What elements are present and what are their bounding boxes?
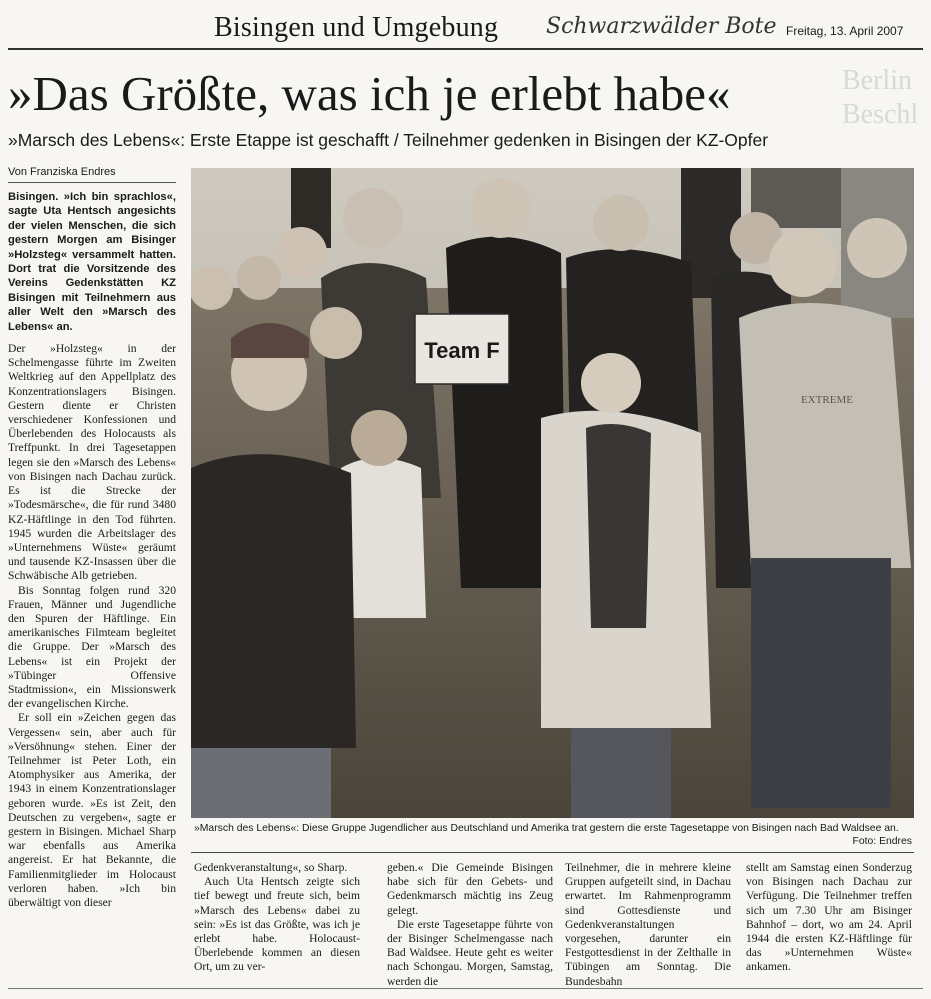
byline: Von Franziska Endres	[8, 166, 116, 178]
lead-paragraph: Bisingen. »Ich bin sprachlos«, sagte Uta Hentsch angesichts der vielen Menschen, die sich gestern Morgen am Bisinger »Holzsteg« versammelt hatten. Dort trat die Vorsitzende des Vereins Gedenkstätten KZ Bisingen mit Teilnehmern aus aller Welt den »Marsch des Lebens« an.	[8, 191, 176, 333]
header-rule	[8, 48, 923, 50]
sign-text: Team F	[424, 338, 500, 363]
caption-text: »Marsch des Lebens«: Diese Gruppe Jugendlicher aus Deutschland und Amerika trat gestern die erste Tagesetappe von Bisingen nach Bad Waldsee an.	[194, 823, 899, 834]
person-striped-sweater	[739, 303, 911, 568]
person-head	[237, 256, 281, 300]
body-paragraph: stellt am Samstag einen Sonderzug von Bisingen nach Dachau zur Verfügung. Die Teilnehmer treffen sich um 7.30 Uhr am Bisinger Bahnhof – dort, wo am 24. April 1944 die ersten KZ-Häftlinge für das »Unternehmen Wüste« ankamen.	[746, 861, 912, 974]
newspaper-brand-signature: Schwarzwälder Bote	[546, 14, 777, 39]
photo-caption	[194, 822, 912, 848]
caption-rule	[191, 852, 914, 853]
person-head	[275, 227, 327, 279]
person-head	[581, 353, 641, 413]
person-jeans	[191, 748, 331, 818]
person-jeans	[571, 728, 671, 818]
team-sign	[415, 314, 509, 384]
body-paragraph: Er soll ein »Zeichen gegen das Vergessen« sein, aber auch für »Versöhnung« stehen. Einer der Teilnehmer ist Peter Loth, ein Atomphysiker aus Amerika, der 1943 in einem Konzentrationslager geboren wurde. »Es ist Zeit, den Deutschen zu vergeben«, sagte er gestern in Bisingen. Michael Sharp war ebenfalls aus Amerika angereist. Er hat Bekannte, die Familienmitglieder im Holocaust verloren haben. »Ich bin überwältigt von dieser	[8, 711, 176, 909]
issue-date: Freitag, 13. April 2007	[786, 24, 904, 38]
photo-credit: Foto: Endres	[852, 836, 912, 847]
body-paragraph: Die erste Tagesetappe führte von der Bisinger Schelmengasse nach Bad Waldsee. Heute geht es weiter nach Schongau. Morgen, Samstag, werden die	[387, 917, 553, 988]
body-paragraph: Teilnehmer, die in mehrere kleine Gruppen aufgeteilt sind, in Dachau erwartet. Im Rahmenprogramm sind Gottesdienste und Gedenkveranstaltungen vorgesehen, darunter ein Festgottesdienst in der Zelthalle in Tübingen am Sonntag. Die Bundesbahn	[565, 861, 731, 988]
byline-rule	[8, 182, 176, 183]
person-head	[310, 307, 362, 359]
body-paragraph: Gedenkveranstaltung«, so Sharp.	[194, 861, 348, 874]
article-headline: »Das Größte, was ich je erlebt habe«	[8, 66, 731, 121]
person-black-hoodie	[191, 454, 356, 748]
person-head	[769, 229, 837, 297]
person-head	[191, 266, 233, 310]
text-column-4	[746, 861, 912, 975]
text-column-2	[387, 861, 553, 989]
body-paragraph: Bis Sonntag folgen rund 320 Frauen, Männer und Jugendliche den Spuren der Häftlinge. Ein amerikanisches Filmteam begleitet die Gruppe. Der »Marsch des Lebens« ist ein Projekt der »Tübinger Offensive Stadtmission«, ein Missionswerk der evangelischen Kirche.	[8, 583, 176, 711]
body-paragraph: Auch Uta Hentsch zeigte sich tief bewegt und freute sich, beim »Marsch des Lebens« dabei zu sein: »Es ist das Größte, was ich je erlebt habe. Holocaust-Überlebende kommen an diesen Ort, um zu ver-	[194, 875, 360, 974]
person-inner-shirt	[586, 424, 651, 628]
group-photo	[191, 168, 914, 818]
ghost-line: Berlin	[842, 65, 912, 96]
body-paragraph: geben.« Die Gemeinde Bisingen habe sich für den Gebets- und Gedenkmarsch mächtig ins Zeug gelegt.	[387, 861, 553, 917]
person-head	[847, 218, 907, 278]
person-head	[593, 195, 649, 251]
person-head	[471, 178, 531, 238]
left-text-column	[8, 190, 176, 910]
shirt-print: EXTREME	[801, 394, 853, 406]
ghost-line: Beschl	[842, 99, 919, 130]
person-jeans	[751, 558, 891, 808]
text-column-1	[194, 861, 360, 975]
person-white-shirt	[341, 458, 426, 618]
person-head	[343, 188, 403, 248]
section-title: Bisingen und Umgebung	[214, 12, 499, 43]
article-subheadline: »Marsch des Lebens«: Erste Etappe ist geschafft / Teilnehmer gedenken in Bisingen der KZ-Opfer	[8, 130, 769, 150]
text-column-3	[565, 861, 731, 989]
person-head	[351, 410, 407, 466]
footer-rule	[8, 988, 923, 989]
body-paragraph: Der »Holzsteg« in der Schelmengasse führte im Zweiten Weltkrieg auf den Appellplatz des Konzentrationslagers Bisingen. Gestern diente er Christen verschiedener Konfessionen und Überlebenden des Holocausts als Treffpunkt. In drei Tagesetappen legen sie den »Marsch des Lebens« von Bisingen nach Dachau zurück. Es ist die Strecke der »Todesmärsche«, die für rund 3480 KZ-Häftlinge in den Tod führten. 1945 wurden die Arbeitslager des »Unternehmens Wüste« geräumt und tausende KZ-Insassen über die Schwäbische Alb getrieben.	[8, 342, 176, 583]
